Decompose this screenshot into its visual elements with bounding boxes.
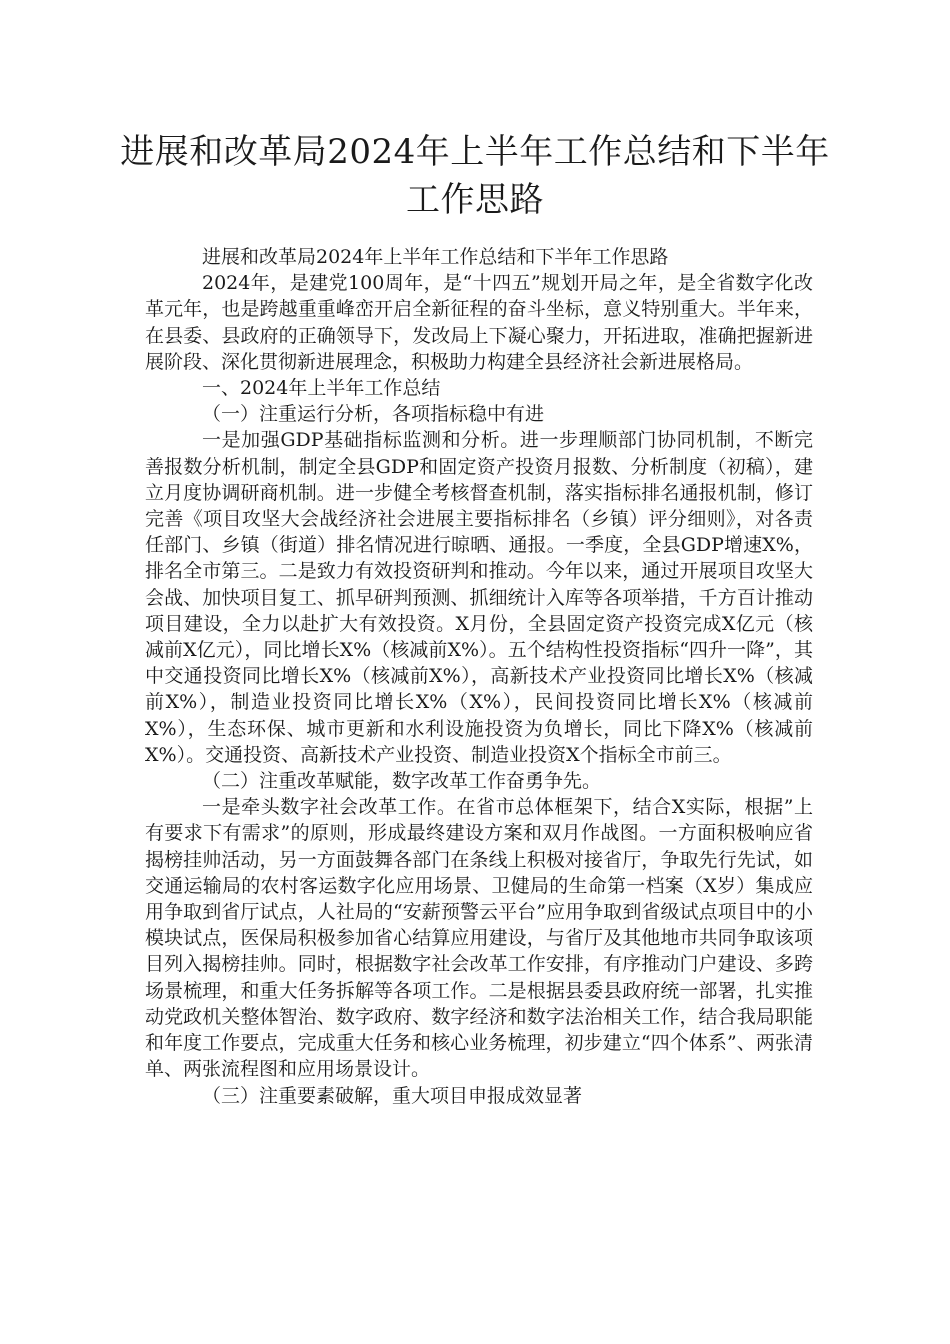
paragraph-intro: 2024年，是建党100周年，是“十四五”规划开局之年，是全省数字化改革元年，也是跨越重重峰峦开启全新征程的奋斗坐标，意义特别重大。半年来，在县委、县政府的正确领导下，发改局上下凝心聚力，开拓进取，准确把握新进展阶段、深化贯彻新进展理念，积极助力构建全县经济社会新进展格局。 [145,272,813,373]
document-body [145,244,813,1109]
paragraph-subsection-1: 一是加强GDP基础指标监测和分析。进一步理顺部门协同机制，不断完善报数分析机制，制定全县GDP和固定资产投资月报数、分析制度（初稿），建立月度协调研商机制。进一步健全考核督查机制，落实指标排名通报机制，修订完善《项目攻坚大会战经济社会进展主要指标排名（乡镇）评分细则》，对各责任部门、乡镇（街道）排名情况进行晾晒、通报。一季度，全县GDP增速X%，排名全市第三。二是致力有效投资研判和推动。今年以来，通过开展项目攻坚大会战、加快项目复工、抓早研判预测、抓细统计入库等各项举措，千方百计推动项目建设，全力以赴扩大有效投资。X月份，全县固定资产投资完成X亿元（核减前X亿元），同比增长X%（核减前X%）。五个结构性投资指标“四升一降”，其中交通投资同比增长X%（核减前X%），高新技术产业投资同比增长X%（核减前X%），制造业投资同比增长X%（X%），民间投资同比增长X%（核减前X%），生态环保、城市更新和水利设施投资为负增长，同比下降X%（核减前X%）。交通投资、高新技术产业投资、制造业投资X个指标全市前三。 [145,429,813,766]
subsection-heading-3: （三）注重要素破解，重大项目申报成效显著 [202,1084,583,1107]
subsection-heading-1: （一）注重运行分析，各项指标稳中有进 [202,403,545,426]
subsection-heading-2: （二）注重改革赋能，数字改革工作奋勇争先。 [202,770,602,793]
paragraph-repeated-title: 进展和改革局2024年上半年工作总结和下半年工作思路 [202,246,669,268]
document-title: 进展和改革局2024年上半年工作总结和下半年工作思路 [120,132,830,220]
paragraph-subsection-2: 一是牵头数字社会改革工作。在省市总体框架下，结合X实际，根据”上有要求下有需求”的原则，形成最终建设方案和双月作战图。一方面积极响应省揭榜挂帅活动，另一方面鼓舞各部门在条线上积极对接省厅，争取先行先试，如交通运输局的农村客运数字化应用场景、卫健局的生命第一档案（X岁）集成应用争取到省厅试点，人社局的“安薪预警云平台”应用争取到省级试点项目中的小模块试点，医保局积极参加省心结算应用建设，与省厅及其他地市共同争取该项目列入揭榜挂帅。同时，根据数字社会改革工作安排，有序推动门户建设、多跨场景梳理，和重大任务拆解等各项工作。二是根据县委县政府统一部署，扎实推动党政机关整体智治、数字政府、数字经济和数字法治相关工作，结合我局职能和年度工作要点，完成重大任务和核心业务梳理，初步建立“四个体系”、两张清单、两张流程图和应用场景设计。 [145,796,813,1081]
section-heading-1: 一、2024年上半年工作总结 [202,377,441,400]
